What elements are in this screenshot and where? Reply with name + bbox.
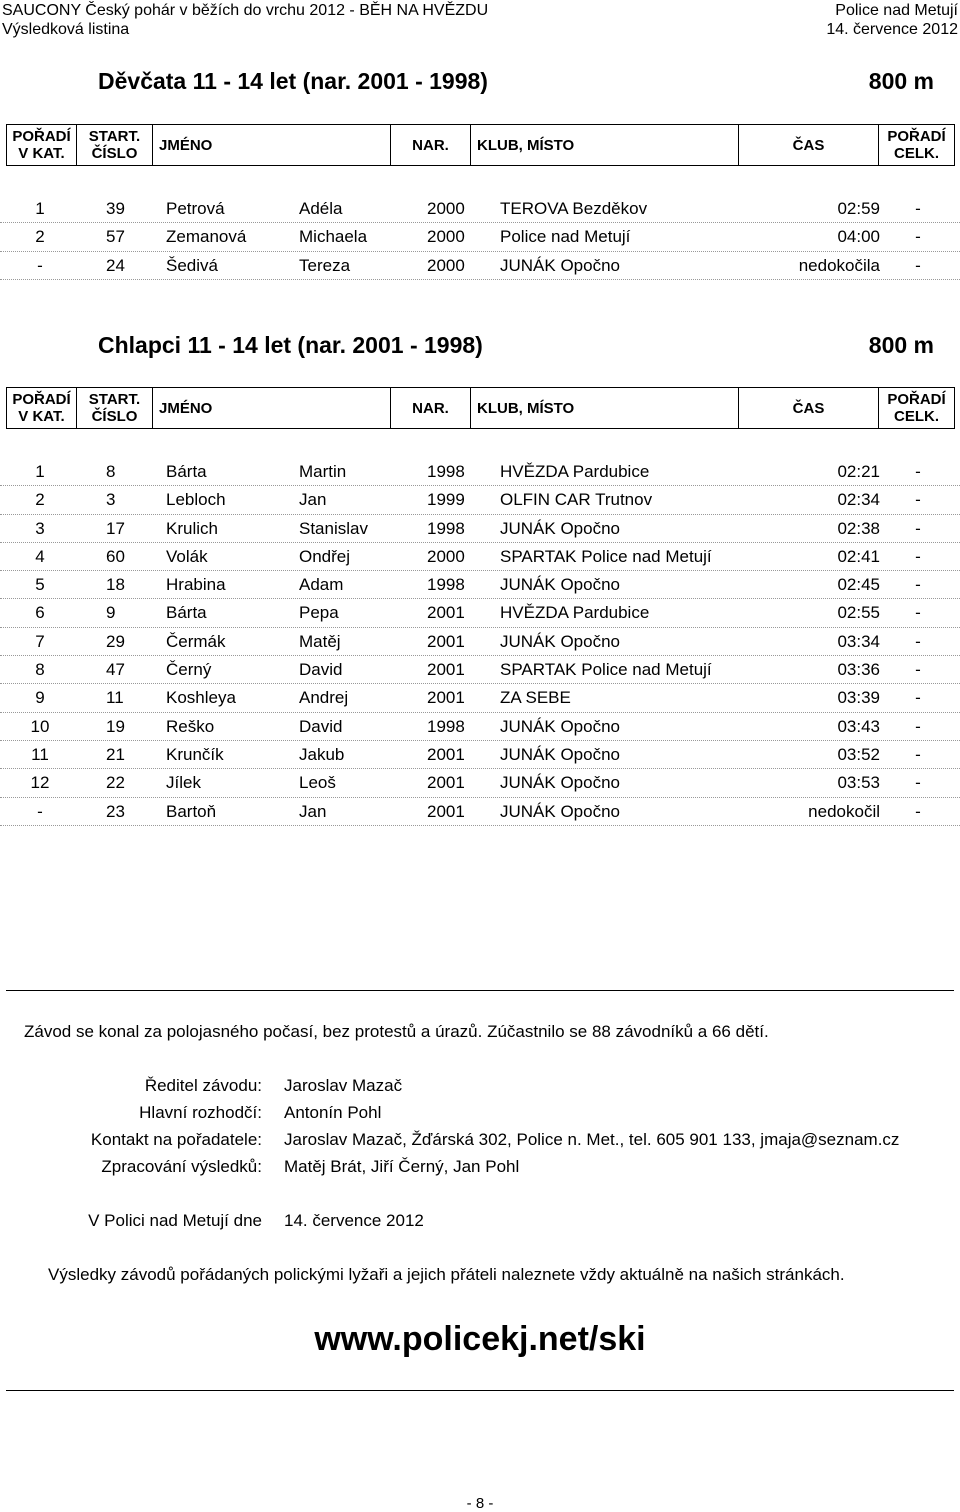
cell-start-number: 47 bbox=[106, 660, 125, 680]
cell-last-name: Šedivá bbox=[166, 255, 218, 275]
cell-position: 4 bbox=[35, 546, 45, 566]
cell-birth-year: 1998 bbox=[427, 575, 465, 595]
cell-last-name: Hrabina bbox=[166, 575, 226, 595]
info-label: Zpracování výsledků: bbox=[101, 1157, 262, 1176]
table-row bbox=[0, 798, 960, 826]
cell-birth-year: 2000 bbox=[427, 199, 465, 218]
cell-total-position: - bbox=[915, 462, 921, 481]
page-number: - 8 - bbox=[466, 1495, 494, 1512]
cell-club: JUNÁK Opočno bbox=[500, 773, 620, 793]
cell-club: JUNÁK Opočno bbox=[500, 631, 620, 651]
table-row bbox=[0, 458, 960, 486]
cell-time: 03:36 bbox=[837, 660, 880, 680]
cell-last-name: Bárta bbox=[166, 462, 207, 481]
cell-birth-year: 2000 bbox=[427, 255, 465, 275]
cell-first-name: Stanislav bbox=[299, 518, 368, 538]
header-club: KLUB, MÍSTO bbox=[471, 388, 739, 429]
category-distance: 800 m bbox=[868, 332, 934, 358]
cell-last-name: Volák bbox=[166, 546, 208, 566]
cell-birth-year: 2000 bbox=[427, 227, 465, 247]
table-row bbox=[0, 515, 960, 543]
cell-start-number: 21 bbox=[106, 744, 125, 764]
cell-birth-year: 2000 bbox=[427, 546, 465, 566]
cell-position: 1 bbox=[35, 462, 45, 481]
cell-time: 02:55 bbox=[837, 603, 880, 623]
cell-birth-year: 1998 bbox=[427, 716, 465, 736]
header-year: NAR. bbox=[391, 388, 471, 429]
cell-birth-year: 2001 bbox=[427, 773, 465, 793]
cell-time: 02:45 bbox=[837, 575, 880, 595]
cell-time: 02:41 bbox=[837, 546, 880, 566]
race-note: Závod se konal za polojasného počasí, bez protestů a úrazů. Zúčastnilo se 88 závodníků a 66 dětí. bbox=[24, 1022, 769, 1041]
cell-last-name: Koshleya bbox=[166, 688, 236, 708]
cell-last-name: Bartoň bbox=[166, 801, 217, 821]
cell-position: - bbox=[37, 255, 43, 275]
cell-time: 03:34 bbox=[837, 631, 880, 651]
cell-total-position: - bbox=[915, 518, 921, 538]
cell-club: Police nad Metují bbox=[500, 227, 631, 247]
signed-date: 14. července 2012 bbox=[284, 1211, 424, 1230]
cell-time: 02:38 bbox=[837, 518, 880, 538]
cell-club: HVĚZDA Pardubice bbox=[500, 603, 650, 623]
cell-first-name: Leoš bbox=[299, 773, 336, 793]
table-row bbox=[0, 769, 960, 797]
header-start-number: START. ČÍSLO bbox=[77, 125, 153, 166]
cell-birth-year: 2001 bbox=[427, 744, 465, 764]
cell-position: 8 bbox=[35, 660, 45, 680]
cell-total-position: - bbox=[915, 255, 921, 275]
info-label: Kontakt na pořadatele: bbox=[90, 1130, 262, 1149]
cell-total-position: - bbox=[915, 575, 921, 595]
header-position-total: POŘADÍ CELK. bbox=[879, 388, 955, 429]
cell-birth-year: 2001 bbox=[427, 603, 465, 623]
document-title: SAUCONY Český pohár v běžích do vrchu 2012 - BĚH NA HVĚZDU bbox=[2, 2, 489, 19]
table-row bbox=[0, 599, 960, 627]
results-list bbox=[0, 458, 960, 826]
cell-time: nedokočila bbox=[798, 255, 880, 275]
info-label: Ředitel závodu: bbox=[144, 1076, 262, 1095]
cell-total-position: - bbox=[915, 716, 921, 736]
cell-position: 9 bbox=[35, 688, 45, 708]
cell-start-number: 18 bbox=[106, 575, 125, 595]
cell-position: - bbox=[37, 801, 43, 821]
cell-birth-year: 2001 bbox=[427, 688, 465, 708]
cell-birth-year: 2001 bbox=[427, 660, 465, 680]
cell-birth-year: 1998 bbox=[427, 518, 465, 538]
cell-last-name: Krulich bbox=[166, 518, 218, 538]
header-start-number: START. ČÍSLO bbox=[77, 388, 153, 429]
cell-start-number: 23 bbox=[106, 801, 125, 821]
cell-time: 03:53 bbox=[837, 773, 880, 793]
cell-position: 10 bbox=[30, 716, 50, 736]
cell-start-number: 57 bbox=[106, 227, 125, 247]
info-value: Jaroslav Mazač, Žďárská 302, Police n. Met., tel. 605 901 133, jmaja@seznam.cz bbox=[284, 1130, 900, 1149]
header-time: ČAS bbox=[739, 388, 879, 429]
table-row bbox=[0, 628, 960, 656]
header-club: KLUB, MÍSTO bbox=[471, 125, 739, 166]
cell-club: ZA SEBE bbox=[500, 688, 571, 708]
results-website-note: Výsledky závodů pořádaných polickými lyžaři a jejich přáteli naleznete vždy aktuálně na našich stránkách. bbox=[48, 1265, 845, 1284]
divider bbox=[6, 1390, 954, 1391]
cell-time: 04:00 bbox=[837, 227, 880, 247]
signed-label: V Polici nad Metují dne bbox=[88, 1211, 262, 1230]
category-title: Chlapci 11 - 14 let (nar. 2001 - 1998) bbox=[98, 332, 483, 358]
header-time: ČAS bbox=[739, 125, 879, 166]
cell-first-name: David bbox=[299, 716, 343, 736]
cell-last-name: Reško bbox=[166, 716, 215, 736]
cell-birth-year: 1998 bbox=[427, 462, 465, 481]
cell-start-number: 19 bbox=[106, 716, 125, 736]
document-subtitle: Výsledková listina bbox=[2, 21, 130, 38]
table-row bbox=[0, 543, 960, 571]
cell-total-position: - bbox=[915, 490, 921, 510]
cell-total-position: - bbox=[915, 546, 921, 566]
cell-start-number: 3 bbox=[106, 490, 116, 510]
cell-position: 12 bbox=[30, 773, 50, 793]
cell-first-name: Martin bbox=[299, 462, 347, 481]
cell-position: 2 bbox=[35, 490, 45, 510]
cell-start-number: 11 bbox=[106, 688, 124, 708]
event-place: Police nad Metují bbox=[835, 2, 958, 19]
cell-position: 2 bbox=[35, 227, 45, 247]
cell-start-number: 8 bbox=[106, 462, 116, 481]
cell-first-name: Andrej bbox=[299, 688, 349, 708]
cell-total-position: - bbox=[915, 688, 921, 708]
info-value: Jaroslav Mazač bbox=[284, 1076, 403, 1095]
results-list bbox=[0, 195, 960, 280]
event-date: 14. července 2012 bbox=[826, 21, 958, 38]
cell-start-number: 60 bbox=[106, 546, 125, 566]
info-label: Hlavní rozhodčí: bbox=[139, 1103, 262, 1122]
cell-last-name: Jílek bbox=[166, 773, 201, 793]
cell-time: 03:52 bbox=[837, 744, 880, 764]
cell-total-position: - bbox=[915, 603, 921, 623]
header-name: JMÉNO bbox=[153, 125, 391, 166]
cell-total-position: - bbox=[915, 660, 921, 680]
cell-last-name: Černý bbox=[166, 660, 212, 680]
cell-club: TEROVA Bezděkov bbox=[500, 199, 648, 218]
cell-time: 02:21 bbox=[837, 462, 880, 481]
cell-position: 6 bbox=[35, 603, 45, 623]
cell-first-name: Jan bbox=[299, 490, 327, 510]
table-row bbox=[0, 684, 960, 712]
cell-position: 5 bbox=[35, 575, 45, 595]
cell-time: nedokočil bbox=[808, 801, 880, 821]
header-position-category: POŘADÍ V KAT. bbox=[7, 388, 77, 429]
cell-first-name: Adéla bbox=[299, 199, 343, 218]
cell-club: JUNÁK Opočno bbox=[500, 255, 620, 275]
cell-club: JUNÁK Opočno bbox=[500, 716, 620, 736]
info-value: Antonín Pohl bbox=[284, 1103, 382, 1122]
table-row bbox=[0, 741, 960, 769]
cell-start-number: 9 bbox=[106, 603, 116, 623]
cell-total-position: - bbox=[915, 227, 921, 247]
cell-total-position: - bbox=[915, 631, 921, 651]
cell-time: 02:59 bbox=[837, 199, 880, 218]
header-position-category: POŘADÍ V KAT. bbox=[7, 125, 77, 166]
cell-total-position: - bbox=[915, 773, 921, 793]
cell-first-name: Adam bbox=[299, 575, 344, 595]
header-year: NAR. bbox=[391, 125, 471, 166]
header-position-total: POŘADÍ CELK. bbox=[879, 125, 955, 166]
table-row bbox=[0, 195, 960, 223]
cell-start-number: 22 bbox=[106, 773, 125, 793]
cell-first-name: Matěj bbox=[299, 631, 341, 651]
cell-club: JUNÁK Opočno bbox=[500, 575, 620, 595]
cell-club: HVĚZDA Pardubice bbox=[500, 462, 650, 481]
cell-first-name: Pepa bbox=[299, 603, 339, 623]
table-row bbox=[0, 252, 960, 280]
cell-position: 11 bbox=[31, 744, 49, 764]
cell-birth-year: 1999 bbox=[427, 490, 465, 510]
cell-club: SPARTAK Police nad Metují bbox=[500, 546, 712, 566]
cell-club: JUNÁK Opočno bbox=[500, 801, 620, 821]
cell-time: 03:43 bbox=[837, 716, 880, 736]
cell-total-position: - bbox=[915, 199, 921, 218]
cell-last-name: Petrová bbox=[166, 199, 225, 218]
divider bbox=[6, 990, 954, 991]
cell-start-number: 24 bbox=[106, 255, 125, 275]
category-title: Děvčata 11 - 14 let (nar. 2001 - 1998) bbox=[98, 68, 488, 94]
category-distance: 800 m bbox=[868, 68, 934, 94]
cell-total-position: - bbox=[915, 801, 921, 821]
results-table-header bbox=[6, 124, 955, 166]
cell-total-position: - bbox=[915, 744, 921, 764]
cell-start-number: 39 bbox=[106, 199, 125, 218]
cell-position: 1 bbox=[35, 199, 45, 218]
cell-first-name: Ondřej bbox=[299, 546, 351, 566]
cell-first-name: Jakub bbox=[299, 744, 345, 764]
cell-position: 3 bbox=[35, 518, 45, 538]
table-row bbox=[0, 656, 960, 684]
cell-last-name: Krunčík bbox=[166, 744, 224, 764]
header-name: JMÉNO bbox=[153, 388, 391, 429]
cell-last-name: Lebloch bbox=[166, 490, 226, 510]
cell-club: JUNÁK Opočno bbox=[500, 744, 620, 764]
cell-birth-year: 2001 bbox=[427, 631, 465, 651]
cell-start-number: 17 bbox=[106, 518, 125, 538]
cell-last-name: Bárta bbox=[166, 603, 207, 623]
table-row bbox=[0, 223, 960, 251]
cell-start-number: 29 bbox=[106, 631, 125, 651]
table-row bbox=[0, 571, 960, 599]
table-row bbox=[0, 486, 960, 514]
cell-time: 03:39 bbox=[837, 688, 880, 708]
results-table-header bbox=[6, 387, 955, 429]
cell-club: SPARTAK Police nad Metují bbox=[500, 660, 712, 680]
cell-club: OLFIN CAR Trutnov bbox=[500, 490, 653, 510]
cell-first-name: Tereza bbox=[299, 255, 351, 275]
cell-first-name: Jan bbox=[299, 801, 327, 821]
cell-birth-year: 2001 bbox=[427, 801, 465, 821]
info-value: Matěj Brát, Jiří Černý, Jan Pohl bbox=[284, 1157, 520, 1176]
table-row bbox=[0, 713, 960, 741]
cell-first-name: David bbox=[299, 660, 343, 680]
cell-club: JUNÁK Opočno bbox=[500, 518, 620, 538]
cell-last-name: Čermák bbox=[166, 631, 226, 651]
cell-last-name: Zemanová bbox=[166, 227, 247, 247]
cell-first-name: Michaela bbox=[299, 227, 368, 247]
website-link[interactable]: www.policekj.net/ski bbox=[314, 1320, 646, 1358]
cell-position: 7 bbox=[35, 631, 45, 651]
cell-time: 02:34 bbox=[837, 490, 880, 510]
